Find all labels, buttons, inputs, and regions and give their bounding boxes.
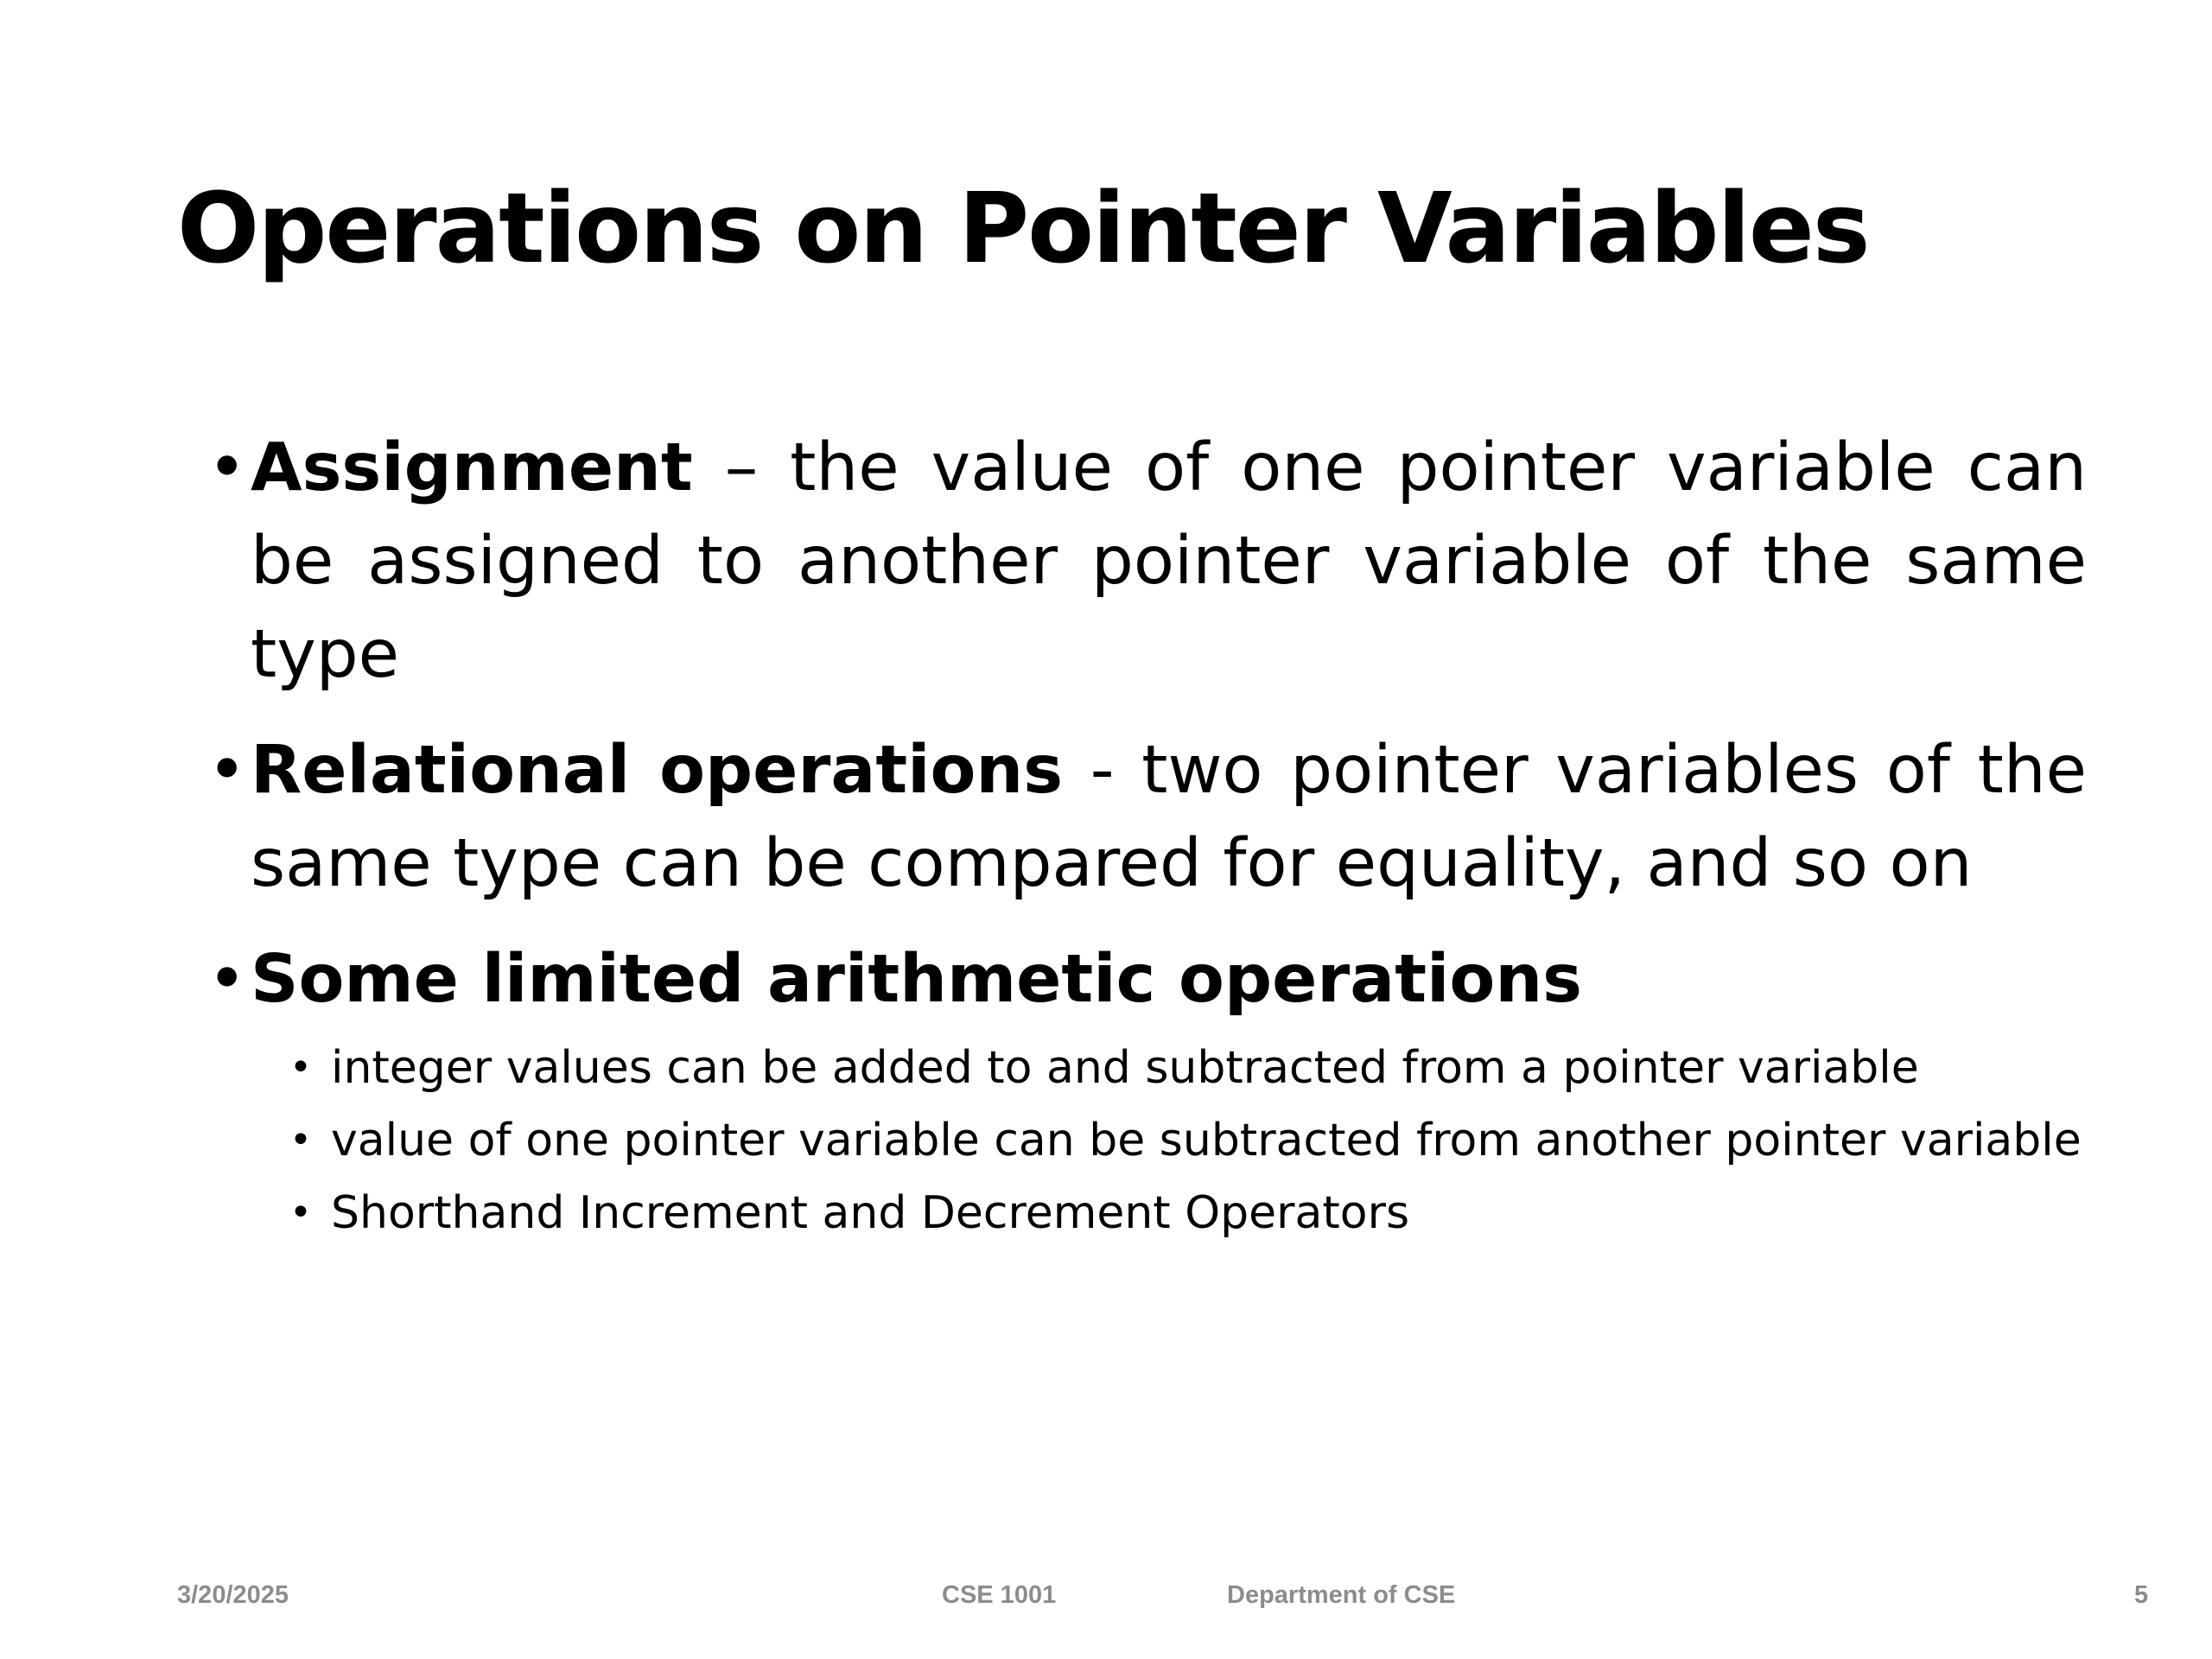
footer-date: 3/20/2025 (177, 1581, 289, 1609)
sub-bullet-text: value of one pointer variable can be subtracted from another pointer variable (331, 1115, 2082, 1166)
bullet-heading: Some limited arithmetic operations (251, 941, 1582, 1018)
bullet-heading: Assignment (251, 429, 693, 506)
sub-bullet-integer-values (289, 1032, 2087, 1104)
sub-bullet-text: integer values can be added to and subtracted from a pointer variable (331, 1042, 1919, 1094)
footer-department: Department of CSE (1227, 1581, 1456, 1609)
footer-course: CSE 1001 (942, 1581, 1057, 1609)
bullet-text: - two pointer variables of the same type can be compared for equality, and so on (251, 732, 2088, 902)
sub-bullet-text: Shorthand Increment and Decrement Operators (331, 1187, 1410, 1239)
bullet-dot-icon: • (207, 941, 247, 1018)
footer-page-number: 5 (2134, 1581, 2149, 1609)
bullet-dot-icon: • (207, 732, 247, 809)
sub-bullet-list (207, 1032, 2087, 1249)
sub-bullet-dot-icon: • (289, 1046, 312, 1090)
sub-bullet-pointer-subtraction (289, 1104, 2087, 1177)
sub-bullet-increment-decrement (289, 1177, 2087, 1249)
bullet-heading: Relational operations (251, 732, 1064, 809)
bullet-relational-operations (207, 724, 2087, 911)
bullet-assignment (207, 422, 2087, 702)
bullet-text: – the value of one pointer variable can be assigned to another pointer variable of the same type (251, 429, 2087, 693)
bullet-arithmetic-operations (207, 933, 2087, 1027)
sub-bullet-dot-icon: • (289, 1191, 312, 1235)
slide-content (207, 422, 2087, 1249)
bullet-dot-icon: • (207, 429, 247, 506)
sub-bullet-dot-icon: • (289, 1118, 312, 1162)
slide-title: Operations on Pointer Variables (177, 173, 1869, 285)
